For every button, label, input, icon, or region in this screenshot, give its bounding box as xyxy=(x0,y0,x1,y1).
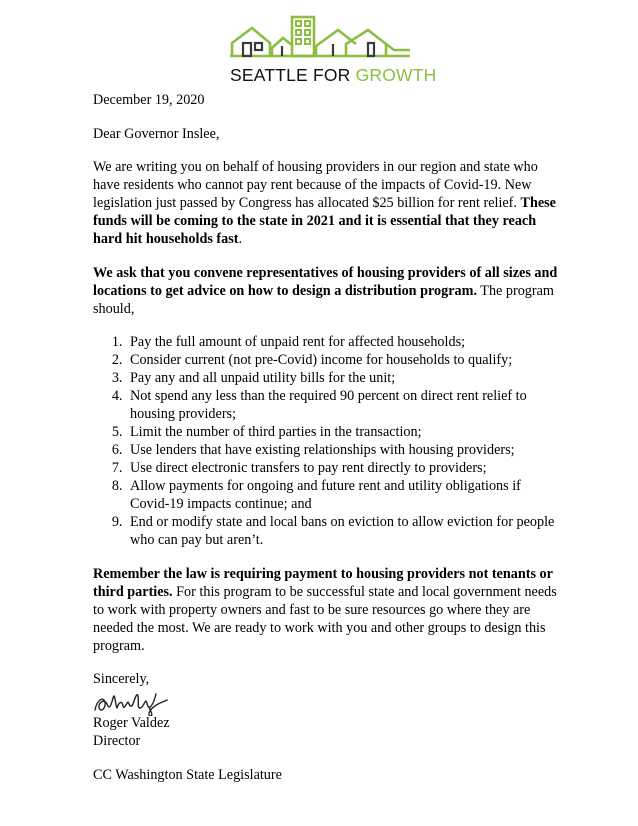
closing: Sincerely, xyxy=(93,671,150,687)
intro-text: We are writing you on behalf of housing providers in our region and state who have residents who cannot pay rent because of the impacts of Covid-19. New legislation just passed by Congress has allocated $25 billion for rent relief. xyxy=(93,159,538,211)
list-item: 5. Limit the number of third parties in the transaction; xyxy=(126,423,563,441)
list-item: 9. End or modify state and local bans on eviction to allow eviction for people who can pay but aren’t. xyxy=(126,513,563,549)
list-item: 6. Use lenders that have existing relationships with housing providers; xyxy=(126,441,563,459)
signature-icon xyxy=(93,686,173,716)
seattle-for-growth-logo xyxy=(228,10,437,86)
list-item: 2. Consider current (not pre-Covid) income for households to qualify; xyxy=(126,351,563,369)
list-item: 7. Use direct electronic transfers to pay rent directly to providers; xyxy=(126,459,563,477)
signer-name: Roger Valdez xyxy=(93,715,170,731)
list-item: 3. Pay any and all unpaid utility bills for the unit; xyxy=(126,369,563,387)
letter-body xyxy=(93,91,563,784)
intro-bold: These funds will be coming to the state in 2021 and it is essential that they reach hard hit households fast xyxy=(93,195,556,247)
logo-wordmark xyxy=(230,65,437,85)
paragraph-intro xyxy=(93,158,563,248)
paragraph-request xyxy=(93,264,563,318)
logo-wordmark-green: GROWTH xyxy=(355,65,437,85)
remember-text: For this program to be successful state and local government needs to work with property owners and fast to be sure resources go where they are needed the most. We are ready to work with you and other groups to design this program. xyxy=(93,583,557,654)
list-item: 4. Not spend any less than the required 90 percent on direct rent relief to housing providers; xyxy=(126,387,563,423)
list-item: 8. Allow payments for ongoing and future rent and utility obligations if Covid-19 impacts continue; and xyxy=(126,477,563,513)
intro-end: . xyxy=(238,231,243,247)
cc-line: CC Washington State Legislature xyxy=(93,766,282,783)
paragraph-remember xyxy=(93,565,563,655)
letter-salutation: Dear Governor Inslee, xyxy=(93,125,220,142)
remember-bold: Remember the law is requiring payment to housing providers not tenants or third parties. xyxy=(93,565,553,600)
request-bold: We ask that you convene representatives of housing providers of all sizes and locations to get advice on how to design a distribution program. xyxy=(93,264,558,299)
signer-title: Director xyxy=(93,733,141,749)
houses-logo-icon xyxy=(228,10,412,66)
list-item: 1. Pay the full amount of unpaid rent for affected households; xyxy=(126,333,563,351)
letter-date: December 19, 2020 xyxy=(93,92,205,108)
request-text: The program should, xyxy=(93,282,554,317)
logo-wordmark-dark: SEATTLE FOR xyxy=(230,65,356,85)
closing-block xyxy=(93,670,563,784)
program-list xyxy=(93,333,563,549)
